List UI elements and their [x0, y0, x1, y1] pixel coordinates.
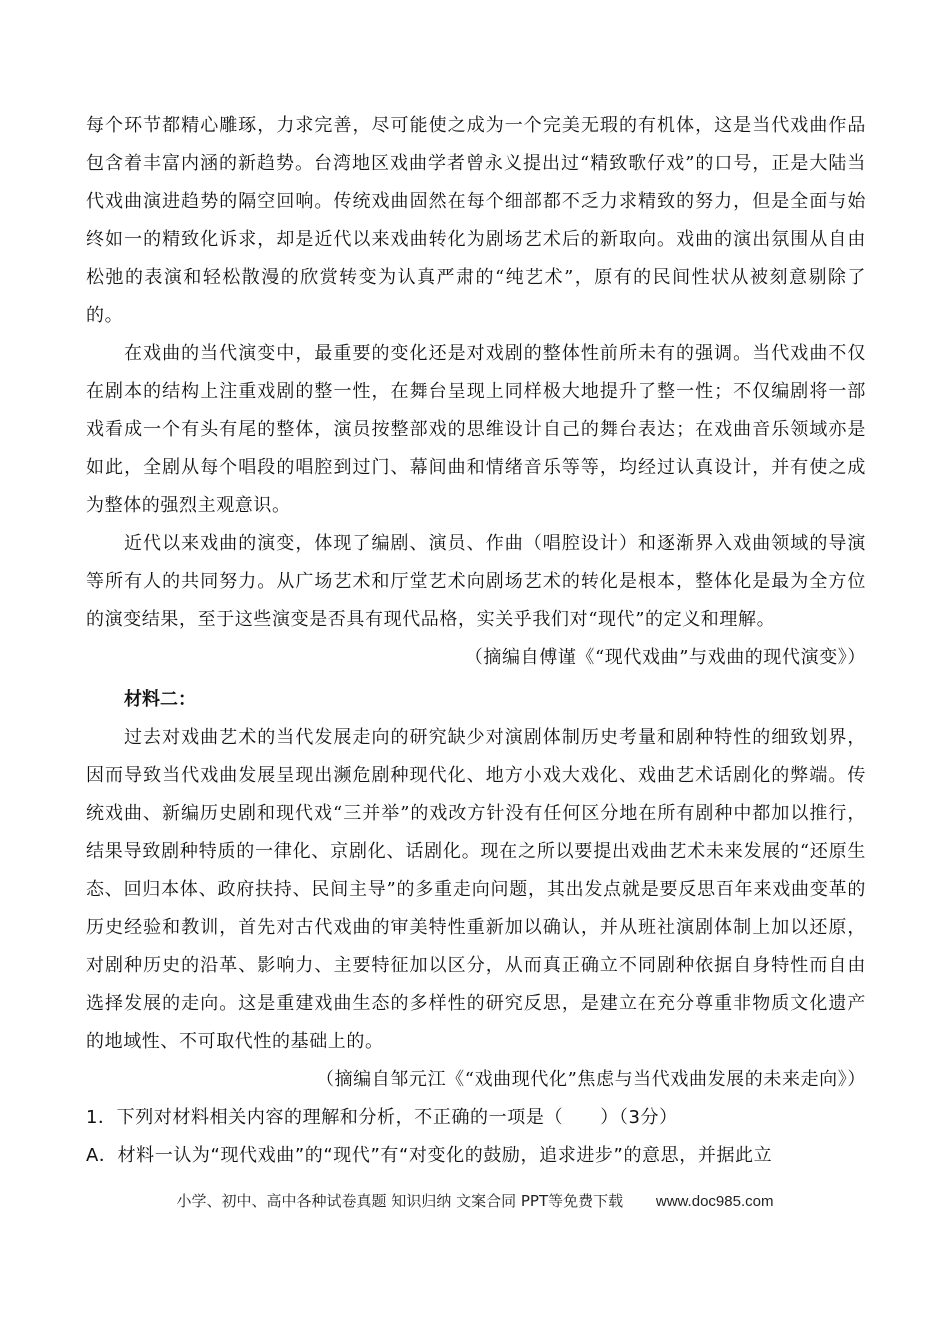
footer-url[interactable]: www.doc985.com — [655, 1193, 774, 1210]
question-1-option-a: A．材料一认为“现代戏曲”的“现代”有“对变化的鼓励，追求进步”的意思，并据此立 — [86, 1145, 773, 1166]
material-2-heading: 材料二： — [124, 689, 196, 710]
source-citation-1: （摘编自傅谨《“现代戏曲”与戏曲的现代演变》） — [464, 647, 866, 668]
passage-paragraph-3: 近代以来戏曲的演变，体现了编剧、演员、作曲（唱腔设计）和逐渐界入戏曲领域的导演等所有人的共同努力。从广场艺术和厅堂艺术向剧场艺术的转化是根本，整体化是最为全方位的演变结果，至于这些演变是否具有现代品格，实关乎我们对“现代”的定义和理解。 — [86, 533, 866, 630]
passage-paragraph-1: 每个环节都精心雕琢，力求完善，尽可能使之成为一个完美无瑕的有机体，这是当代戏曲作品包含着丰富内涵的新趋势。台湾地区戏曲学者曾永义提出过“精致歌仔戏”的口号，正是大陆当代戏曲演进趋势的隔空回响。传统戏曲固然在每个细部都不乏力求精致的努力，但是全面与始终如一的精致化诉求，却是近代以来戏曲转化为剧场艺术后的新取向。戏曲的演出氛围从自由松弛的表演和轻松散漫的欣赏转变为认真严肃的“纯艺术”，原有的民间性状从被刻意剔除了的。 — [86, 115, 866, 326]
source-citation-2: （摘编自邹元江《“戏曲现代化”焦虑与当代戏曲发展的未来走向》） — [315, 1069, 866, 1090]
material-2-paragraph: 过去对戏曲艺术的当代发展走向的研究缺少对演剧体制历史考量和剧种特性的细致划界，因而导致当代戏曲发展呈现出濒危剧种现代化、地方小戏大戏化、戏曲艺术话剧化的弊端。传统戏曲、新编历史剧和现代戏“三并举”的戏改方针没有任何区分地在所有剧种中都加以推行，结果导致剧种特质的一律化、京剧化、话剧化。现在之所以要提出戏曲艺术未来发展的“还原生态、回归本体、政府扶持、民间主导”的多重走向问题，其出发点就是要反思百年来戏曲变革的历史经验和教训，首先对古代戏曲的审美特性重新加以确认，并从班社演剧体制上加以还原，对剧种历史的沿革、影响力、主要特征加以区分，从而真正确立不同剧种依据自身特性而自由选择发展的走向。这是重建戏曲生态的多样性的研究反思，是建立在充分尊重非物质文化遗产的地域性、不可取代性的基础上的。 — [86, 727, 866, 1052]
document-body — [86, 107, 866, 1175]
question-1-stem: 1．下列对材料相关内容的理解和分析，不正确的一项是（ ）（3分） — [86, 1107, 678, 1128]
passage-paragraph-2: 在戏曲的当代演变中，最重要的变化还是对戏剧的整体性前所未有的强调。当代戏曲不仅在剧本的结构上注重戏剧的整一性，在舞台呈现上同样极大地提升了整一性；不仅编剧将一部戏看成一个有头有尾的整体，演员按整部戏的思维设计自己的舞台表达；在戏曲音乐领域亦是如此，全剧从每个唱段的唱腔到过门、幕间曲和情绪音乐等等，均经过认真设计，并有使之成为整体的强烈主观意识。 — [86, 343, 866, 516]
footer-text: 小学、初中、高中各种试卷真题 知识归纳 文案合同 PPT等免费下载 — [176, 1192, 624, 1210]
page-footer — [0, 1190, 950, 1211]
